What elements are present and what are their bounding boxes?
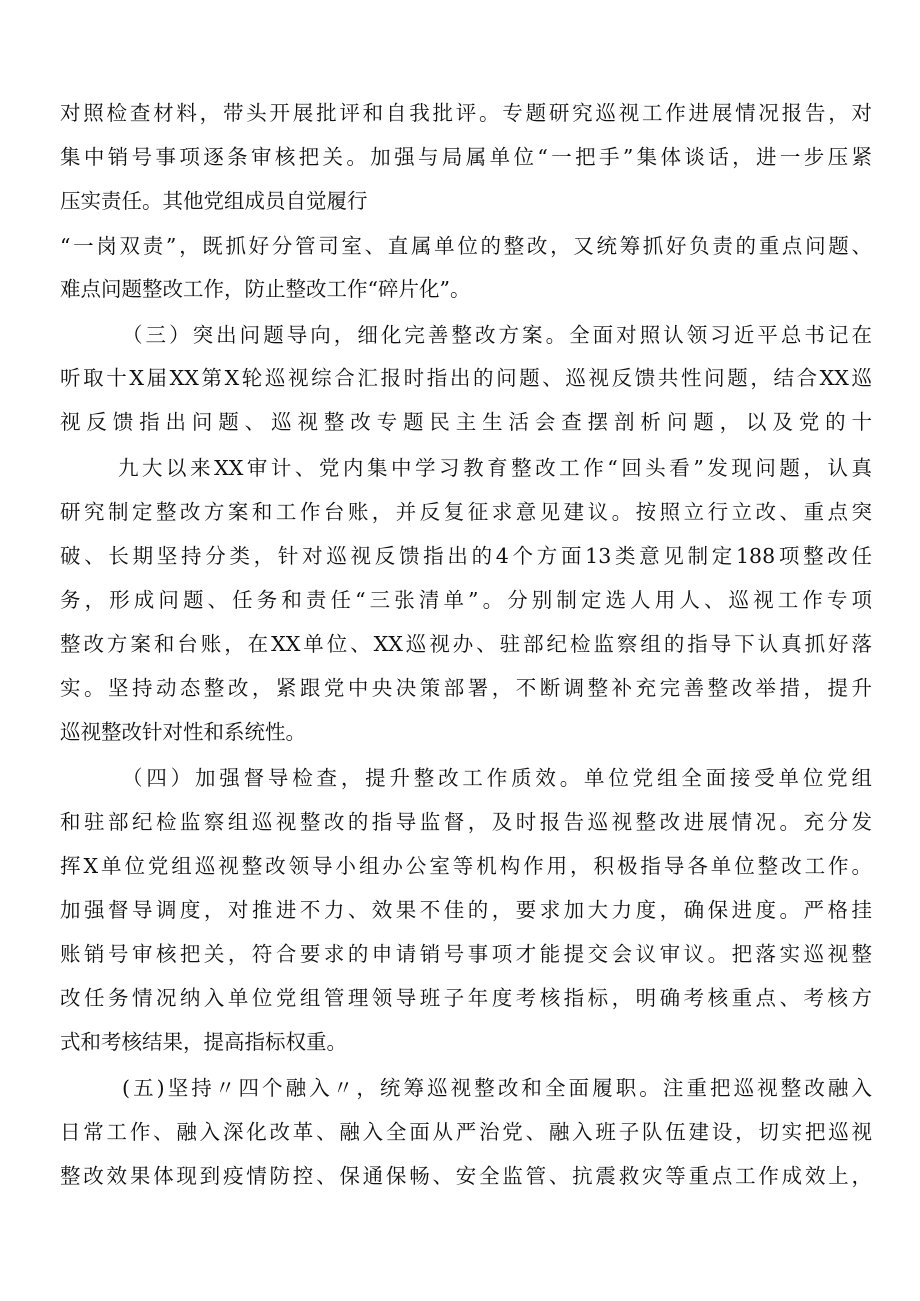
text-line-10: 研究制定整改方案和工作台账，并反复征求意见建议。按照立行立改、重点突 [60, 500, 872, 524]
text-line-25: 整改效果体现到疫情防控、保通保畅、安全监管、抗震救灾等重点工作成效上， [60, 1164, 872, 1188]
text-line-9: 九大以来XX审计、党内集中学习教育整改工作“回头看”发现问题，认真 [118, 456, 872, 480]
text-line-12: 务，形成问题、任务和责任“三张清单”。分别制定选人用人、巡视工作专项 [60, 588, 872, 612]
text-line-22: 式和考核结果，提高指标权重。 [60, 1030, 347, 1054]
section-four-heading-line: （四）加强督导检查，提升整改工作质效。单位党组全面接受单位党组 [122, 766, 872, 790]
text-line-7: 听取十X届XX第X轮巡视综合汇报时指出的问题、巡视反馈共性问题，结合XX巡 [60, 366, 872, 390]
text-line-11: 破、长期坚持分类，针对巡视反馈指出的4个方面13类意见制定188项整改任 [60, 544, 872, 568]
text-line-5: 难点问题整改工作，防止整改工作“碎片化”。 [60, 277, 471, 301]
text-line-17: 和驻部纪检监察组巡视整改的指导监督，及时报告巡视整改进展情况。充分发 [60, 810, 872, 834]
text-line-20: 账销号审核把关，符合要求的申请销号事项才能提交会议审议。把落实巡视整 [60, 942, 872, 966]
text-line-19: 加强督导调度，对推进不力、效果不佳的，要求加大力度，确保进度。严格挂 [60, 898, 872, 922]
text-line-14: 实。坚持动态整改，紧跟党中央决策部署，不断调整补充完善整改举措，提升 [60, 676, 872, 700]
text-line-8: 视反馈指出问题、巡视整改专题民主生活会查摆剖析问题，以及党的十 [60, 410, 872, 434]
text-line-15: 巡视整改针对性和系统性。 [60, 720, 306, 744]
text-line-13: 整改方案和台账，在XX单位、XX巡视办、驻部纪检监察组的指导下认真抓好落 [60, 632, 872, 656]
section-three-heading-line: （三）突出问题导向，细化完善整改方案。全面对照认领习近平总书记在 [122, 323, 872, 347]
text-line-21: 改任务情况纳入单位党组管理领导班子年度考核指标，明确考核重点、考核方 [60, 986, 872, 1010]
text-line-3: 压实责任。其他党组成员自觉履行 [60, 189, 368, 213]
text-line-18: 挥X单位党组巡视整改领导小组办公室等机构作用，积极指导各单位整改工作。 [60, 854, 872, 878]
text-line-4: “一岗双责”，既抓好分管司室、直属单位的整改，又统筹抓好负责的重点问题、 [60, 234, 872, 258]
section-five-heading-line: (五)坚持〃四个融入〃，统筹巡视整改和全面履职。注重把巡视整改融入 [122, 1076, 872, 1100]
text-line-2: 集中销号事项逐条审核把关。加强与局属单位“一把手”集体谈话，进一步压紧 [60, 145, 872, 169]
text-line-24: 日常工作、融入深化改革、融入全面从严治党、融入班子队伍建设，切实把巡视 [60, 1120, 872, 1144]
text-line-1: 对照检查材料，带头开展批评和自我批评。专题研究巡视工作进展情况报告，对 [60, 101, 872, 125]
